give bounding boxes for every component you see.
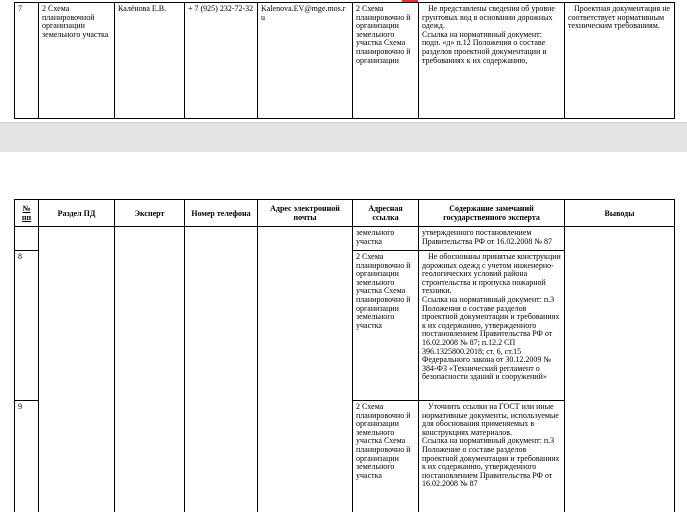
address-ref-cell: 2 Схема планировочно й организации земельного участка Схема планировочно й организации земельного участка xyxy=(353,401,419,512)
conclusion-cell: Проектная документация не соответствует нормативным техническим требованиям. xyxy=(565,3,675,119)
conclusion-cell xyxy=(565,227,675,512)
address-ref-cell: земельного участка xyxy=(353,227,419,251)
phone-cell: + 7 (925) 232-72-32 xyxy=(185,3,258,119)
header-phone: Номер телефона xyxy=(185,200,258,227)
address-ref-cell: 2 Схема планировочно й организации земельного участка Схема планировочно й организации xyxy=(353,3,419,119)
remark-cell: утвержденного постановлением Правительства РФ от 16.02.2008 № 87 xyxy=(419,227,565,251)
table-row xyxy=(15,3,675,119)
table-header-row xyxy=(15,200,675,227)
email-cell xyxy=(258,227,353,512)
expert-cell: Калёнова Е.В. xyxy=(115,3,185,119)
remarks-table-page-2 xyxy=(14,199,675,512)
page-gap xyxy=(0,122,687,153)
header-num: № пп xyxy=(15,200,39,227)
expert-cell xyxy=(115,227,185,512)
row-number: 7 xyxy=(15,3,39,119)
row-number: 8 xyxy=(15,251,39,401)
table-row-continued xyxy=(15,227,675,251)
row-number: 9 xyxy=(15,401,39,512)
email-cell: Kalenova.EV@mge.mos.ru xyxy=(258,3,353,119)
phone-cell xyxy=(185,227,258,512)
header-conclusion: Выводы xyxy=(565,200,675,227)
remark-cell: Не обоснованы принятые конструкции дорожных одежд с учетом инженерно-геологических условий района строительства и пропуска пожарной техники. Ссылка на нормативный документ: п.3 Положения о составе разделов проектной документации и требованиях к их содержанию, утвержденного постановлением Правительства РФ от 16.02.2008 № 87; п.12.2 СП 396.1325800.2018; ст. 6, ст.15 Федерального закона от 30.12.2009 № 384-ФЗ «Технический регламент о безопасности зданий и сооружений» xyxy=(419,251,565,401)
document-page-1 xyxy=(0,0,687,122)
section-cell xyxy=(39,227,115,512)
header-email: Адрес электронной почты xyxy=(258,200,353,227)
document-page-2 xyxy=(0,152,687,512)
header-expert: Эксперт xyxy=(115,200,185,227)
remarks-table-page-1 xyxy=(14,2,675,119)
remark-cell: Уточнить ссылки на ГОСТ или иные нормативные документы, используемые для обоснования применяемых в конструкциях материалов. Ссылка на нормативный документ: п.3 Положение о составе разделов проектной документации и требованиях к их содержанию, утвержденного постановлением Правительства РФ от 16.02.2008 № 87 xyxy=(419,401,565,512)
header-remark: Содержание замечаний государственного эксперта xyxy=(419,200,565,227)
remark-cell: Не представлены сведения об уровне грунтовых вод в основании дорожных одежд. Ссылка на нормативный документ: подп. «д» п.12 Положения о составе разделов проектной документации и требованиях к их содержанию, xyxy=(419,3,565,119)
address-ref-cell: 2 Схема планировочно й организации земельного участка Схема планировочно й организации земельного участка xyxy=(353,251,419,401)
row-number xyxy=(15,227,39,251)
header-address-ref: Адресная ссылка xyxy=(353,200,419,227)
section-cell: 2 Схема планировочной организации земельного участка xyxy=(39,3,115,119)
header-section: Раздел ПД xyxy=(39,200,115,227)
